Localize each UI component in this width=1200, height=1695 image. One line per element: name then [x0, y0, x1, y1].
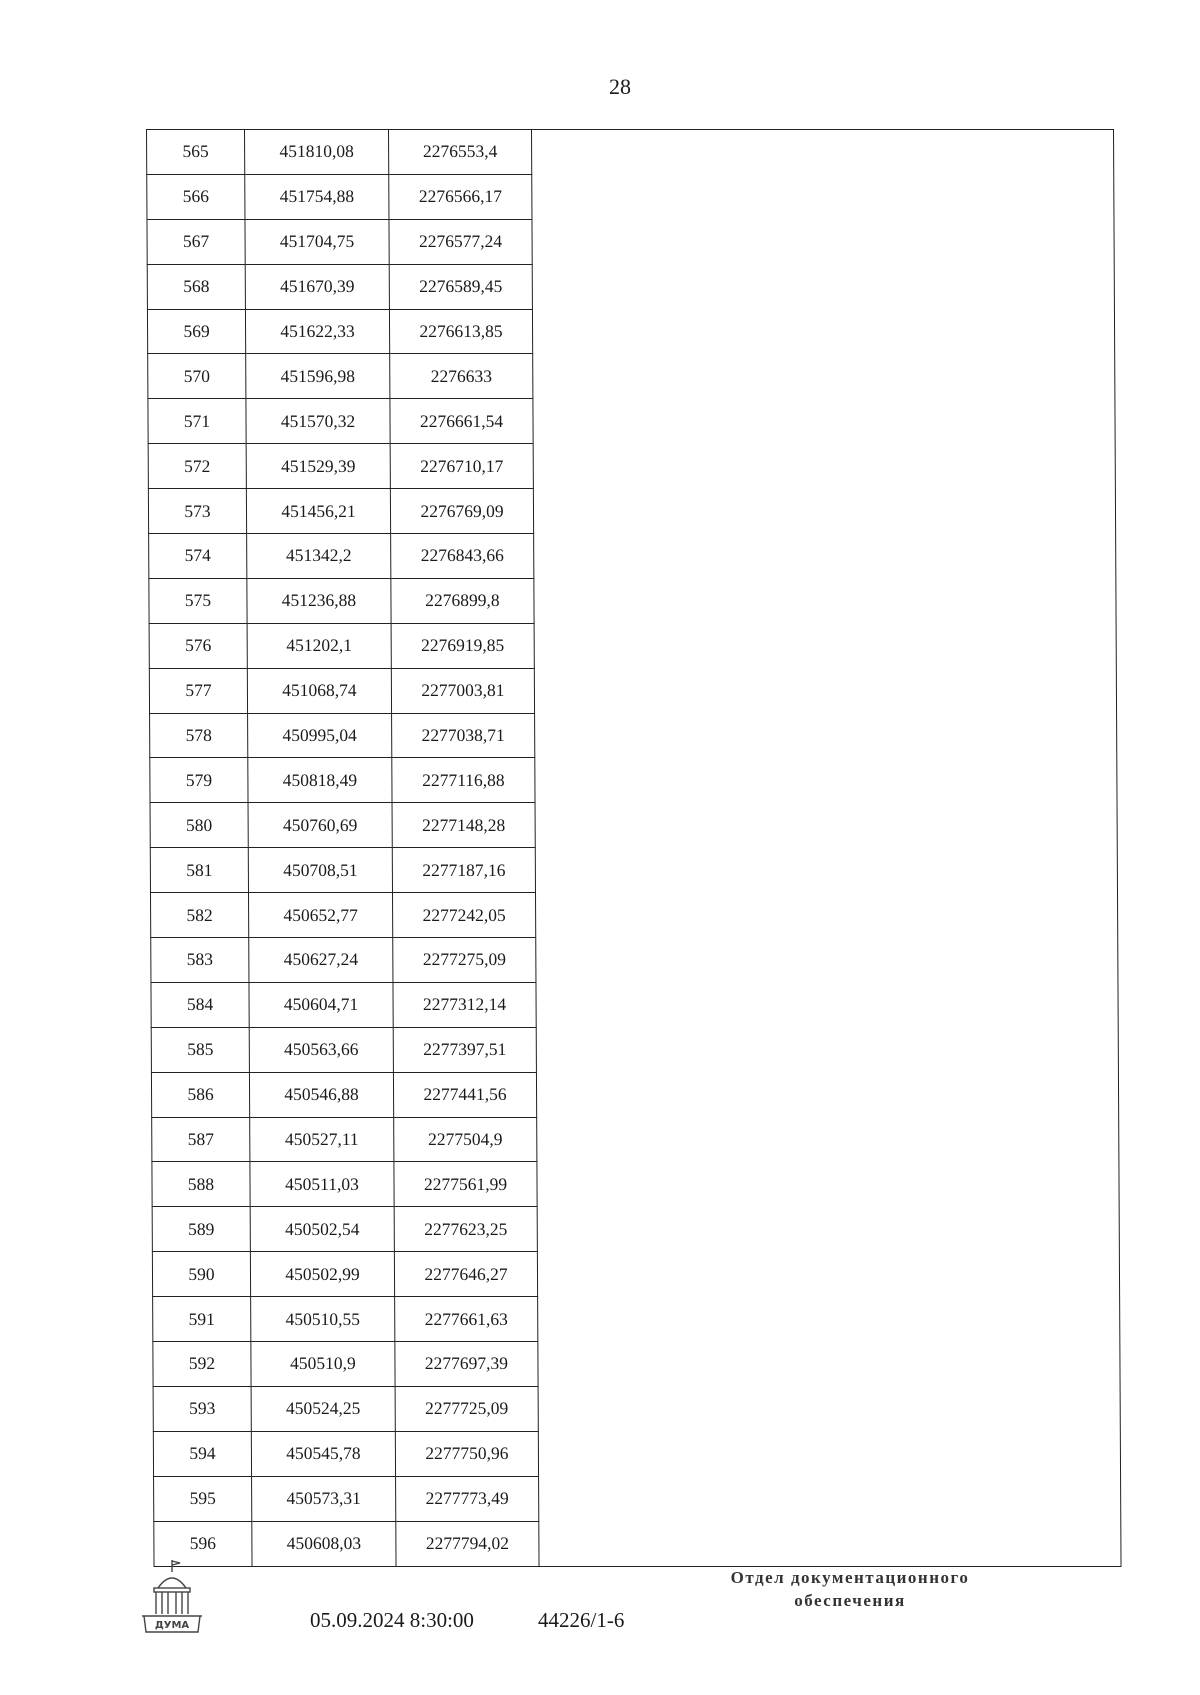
point-number-cell: 577 — [149, 668, 247, 713]
y-coordinate-cell: 2277794,02 — [396, 1521, 539, 1566]
point-number-cell: 580 — [150, 803, 248, 848]
point-number-cell: 573 — [148, 489, 246, 534]
point-number-cell: 570 — [148, 354, 246, 399]
y-coordinate-cell: 2277750,96 — [395, 1431, 538, 1476]
point-number-cell: 569 — [147, 309, 245, 354]
x-coordinate-cell: 451596,98 — [246, 354, 390, 399]
y-coordinate-cell: 2277148,28 — [392, 803, 535, 848]
point-number-cell: 582 — [150, 893, 248, 938]
y-coordinate-cell: 2277003,81 — [391, 668, 534, 713]
point-number-cell: 571 — [148, 399, 246, 444]
x-coordinate-cell: 450652,77 — [248, 893, 392, 938]
x-coordinate-cell: 451068,74 — [247, 668, 391, 713]
y-coordinate-cell: 2277187,16 — [392, 848, 535, 893]
x-coordinate-cell: 451202,1 — [247, 623, 391, 668]
point-number-cell: 593 — [153, 1386, 251, 1431]
stamp-line-1: Отдел документационного — [730, 1568, 970, 1587]
y-coordinate-cell: 2277441,56 — [393, 1072, 536, 1117]
y-coordinate-cell: 2277116,88 — [392, 758, 535, 803]
footer-registration-number: 44226/1-6 — [538, 1608, 625, 1632]
x-coordinate-cell: 450524,25 — [251, 1386, 395, 1431]
point-number-cell: 596 — [154, 1521, 252, 1566]
y-coordinate-cell: 2276899,8 — [391, 578, 534, 623]
y-coordinate-cell: 2277725,09 — [395, 1386, 538, 1431]
y-coordinate-cell: 2276843,66 — [391, 534, 534, 579]
point-number-cell: 587 — [152, 1117, 250, 1162]
point-number-cell: 567 — [147, 219, 245, 264]
point-number-cell: 568 — [147, 264, 245, 309]
footer-date: 05.09.2024 8:30:00 — [310, 1608, 474, 1632]
point-number-cell: 595 — [154, 1476, 252, 1521]
point-number-cell: 581 — [150, 848, 248, 893]
page-number: 28 — [609, 74, 631, 99]
y-coordinate-cell: 2277561,99 — [394, 1162, 537, 1207]
x-coordinate-cell: 450573,31 — [252, 1476, 396, 1521]
point-number-cell: 589 — [152, 1207, 250, 1252]
duma-logo-icon — [138, 1558, 206, 1634]
y-coordinate-cell: 2277242,05 — [392, 893, 535, 938]
table-row — [147, 130, 1114, 175]
x-coordinate-cell: 450760,69 — [248, 803, 392, 848]
logo-text: ДУМА — [154, 1620, 190, 1631]
y-coordinate-cell: 2276633 — [390, 354, 533, 399]
x-coordinate-cell: 451570,32 — [246, 399, 390, 444]
y-coordinate-cell: 2277623,25 — [394, 1207, 537, 1252]
x-coordinate-cell: 451236,88 — [247, 578, 391, 623]
point-number-cell: 572 — [148, 444, 246, 489]
y-coordinate-cell: 2276553,4 — [389, 130, 532, 175]
y-coordinate-cell: 2277504,9 — [394, 1117, 537, 1162]
x-coordinate-cell: 451670,39 — [245, 264, 389, 309]
x-coordinate-cell: 450546,88 — [249, 1072, 393, 1117]
point-number-cell: 578 — [150, 713, 248, 758]
x-coordinate-cell: 450502,99 — [250, 1252, 394, 1297]
x-coordinate-cell: 451342,2 — [247, 534, 391, 579]
point-number-cell: 590 — [152, 1252, 250, 1297]
x-coordinate-cell: 450818,49 — [248, 758, 392, 803]
y-coordinate-cell: 2277697,39 — [395, 1342, 538, 1387]
x-coordinate-cell: 450627,24 — [249, 938, 393, 983]
x-coordinate-cell: 451456,21 — [246, 489, 390, 534]
department-stamp — [700, 1566, 1000, 1612]
point-number-cell: 594 — [153, 1431, 251, 1476]
point-number-cell: 576 — [149, 623, 247, 668]
x-coordinate-cell: 450604,71 — [249, 982, 393, 1027]
y-coordinate-cell: 2276589,45 — [389, 264, 532, 309]
y-coordinate-cell: 2276577,24 — [389, 219, 532, 264]
point-number-cell: 583 — [151, 938, 249, 983]
y-coordinate-cell: 2276769,09 — [390, 489, 533, 534]
point-number-cell: 584 — [151, 982, 249, 1027]
point-number-cell: 579 — [150, 758, 248, 803]
x-coordinate-cell: 450563,66 — [249, 1027, 393, 1072]
x-coordinate-cell: 450511,03 — [250, 1162, 394, 1207]
y-coordinate-cell: 2277397,51 — [393, 1027, 536, 1072]
y-coordinate-cell: 2277646,27 — [394, 1252, 537, 1297]
y-coordinate-cell: 2276661,54 — [390, 399, 533, 444]
coordinates-table-wrapper — [146, 129, 1121, 1554]
stamp-line-2: обеспечения — [794, 1591, 906, 1610]
coordinates-table-body — [147, 130, 1122, 1567]
x-coordinate-cell: 451704,75 — [245, 219, 389, 264]
point-number-cell: 566 — [147, 174, 245, 219]
point-number-cell: 574 — [149, 534, 247, 579]
x-coordinate-cell: 451622,33 — [245, 309, 389, 354]
point-number-cell: 591 — [153, 1297, 251, 1342]
y-coordinate-cell: 2277312,14 — [393, 982, 536, 1027]
x-coordinate-cell: 450510,9 — [251, 1342, 395, 1387]
point-number-cell: 592 — [153, 1342, 251, 1387]
point-number-cell: 585 — [151, 1027, 249, 1072]
point-number-cell: 586 — [151, 1072, 249, 1117]
coordinates-table — [146, 129, 1122, 1567]
point-number-cell: 588 — [152, 1162, 250, 1207]
x-coordinate-cell: 450510,55 — [251, 1297, 395, 1342]
x-coordinate-cell: 451529,39 — [246, 444, 390, 489]
y-coordinate-cell: 2276613,85 — [389, 309, 532, 354]
point-number-cell: 575 — [149, 578, 247, 623]
x-coordinate-cell: 450708,51 — [248, 848, 392, 893]
x-coordinate-cell: 450545,78 — [251, 1431, 395, 1476]
y-coordinate-cell: 2276919,85 — [391, 623, 534, 668]
y-coordinate-cell: 2277773,49 — [396, 1476, 539, 1521]
y-coordinate-cell: 2277661,63 — [395, 1297, 538, 1342]
y-coordinate-cell: 2277038,71 — [392, 713, 535, 758]
x-coordinate-cell: 451810,08 — [245, 130, 389, 175]
x-coordinate-cell: 450608,03 — [252, 1521, 396, 1566]
y-coordinate-cell: 2276566,17 — [389, 174, 532, 219]
point-number-cell: 565 — [147, 130, 245, 175]
x-coordinate-cell: 450502,54 — [250, 1207, 394, 1252]
x-coordinate-cell: 450527,11 — [250, 1117, 394, 1162]
y-coordinate-cell: 2277275,09 — [393, 938, 536, 983]
y-coordinate-cell: 2276710,17 — [390, 444, 533, 489]
x-coordinate-cell: 451754,88 — [245, 174, 389, 219]
empty-column-cell — [532, 130, 1122, 1567]
x-coordinate-cell: 450995,04 — [248, 713, 392, 758]
